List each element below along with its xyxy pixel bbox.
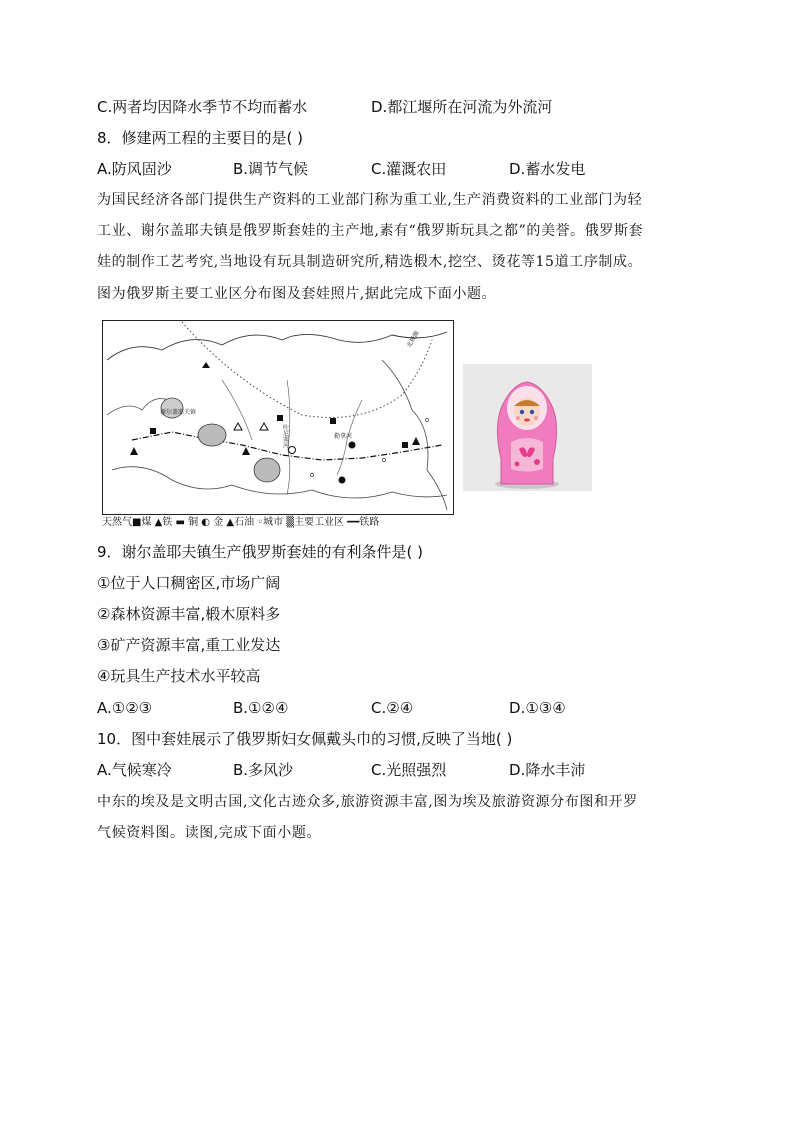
passage1-line: 为国民经济各部门提供生产资料的工业部门称为重工业,生产消费资料的工业部门为轻	[97, 192, 643, 208]
passage1-line: 图为俄罗斯主要工业区分布图及套娃照片,据此完成下面小题。	[97, 286, 497, 302]
q9-item-2: ②森林资源丰富,椴木原料多	[97, 605, 281, 623]
russia-industrial-map	[102, 320, 454, 515]
q10-option-d: D.降水丰沛	[509, 761, 586, 779]
q9-option-c: C.②④	[371, 699, 414, 717]
q9-item-1: ①位于人口稠密区,市场广阔	[97, 574, 281, 592]
passage2-line: 中东的埃及是文明古国,文化古迹众多,旅游资源丰富,图为埃及旅游资源分布图和开罗	[97, 794, 638, 810]
map-label-lena: 勒拿河	[334, 433, 353, 440]
matryoshka-doll-photo	[463, 364, 592, 491]
q9-option-d: D.①③④	[509, 699, 566, 717]
map-legend: 天然气■煤 ▲铁 ▬ 铜 ◐ 金 ▲石油 ◦城市 ▒主要工业区 ━━铁路	[102, 517, 380, 528]
passage1-line: 工业、谢尔盖耶夫镇是俄罗斯套娃的主产地,素有“俄罗斯玩具之都”的美誉。俄罗斯套	[97, 223, 644, 239]
q8-option-c: C.灌溉农田	[371, 160, 447, 178]
map-label-arctic-circle: 北极圈	[405, 329, 421, 349]
q8-option-d: D.蓄水发电	[509, 160, 586, 178]
q9-item-3: ③矿产资源丰富,重工业发达	[97, 636, 281, 654]
q10-stem: 10．图中套娃展示了俄罗斯妇女佩戴头巾的习惯,反映了当地( )	[97, 730, 513, 748]
q10-option-b: B.多风沙	[233, 761, 294, 779]
q9-stem: 9．谢尔盖耶夫镇生产俄罗斯套娃的有利条件是( )	[97, 543, 424, 561]
q9-option-a: A.①②③	[97, 699, 153, 717]
q10-option-c: C.光照强烈	[371, 761, 447, 779]
map-label-town: 谢尔盖耶夫镇	[160, 409, 197, 416]
q8-option-b: B.调节气候	[233, 160, 309, 178]
q9-option-b: B.①②④	[233, 699, 289, 717]
passage1-line: 娃的制作工艺考究,当地设有玩具制造研究所,精选椴木,挖空、烫花等15道工序制成。	[97, 254, 643, 270]
q7-option-d: D.都江堰所在河流为外流河	[371, 98, 553, 116]
q9-item-4: ④玩具生产技术水平较高	[97, 667, 261, 685]
map-label-yenisei: 叶尼塞河	[281, 424, 289, 448]
passage2-line: 气候资料图。读图,完成下面小题。	[97, 825, 322, 841]
q8-stem: 8．修建两工程的主要目的是( )	[97, 129, 304, 147]
q8-option-a: A.防风固沙	[97, 160, 172, 178]
q10-option-a: A.气候寒冷	[97, 761, 172, 779]
q7-option-c: C.两者均因降水季节不均而蓄水	[97, 98, 308, 116]
